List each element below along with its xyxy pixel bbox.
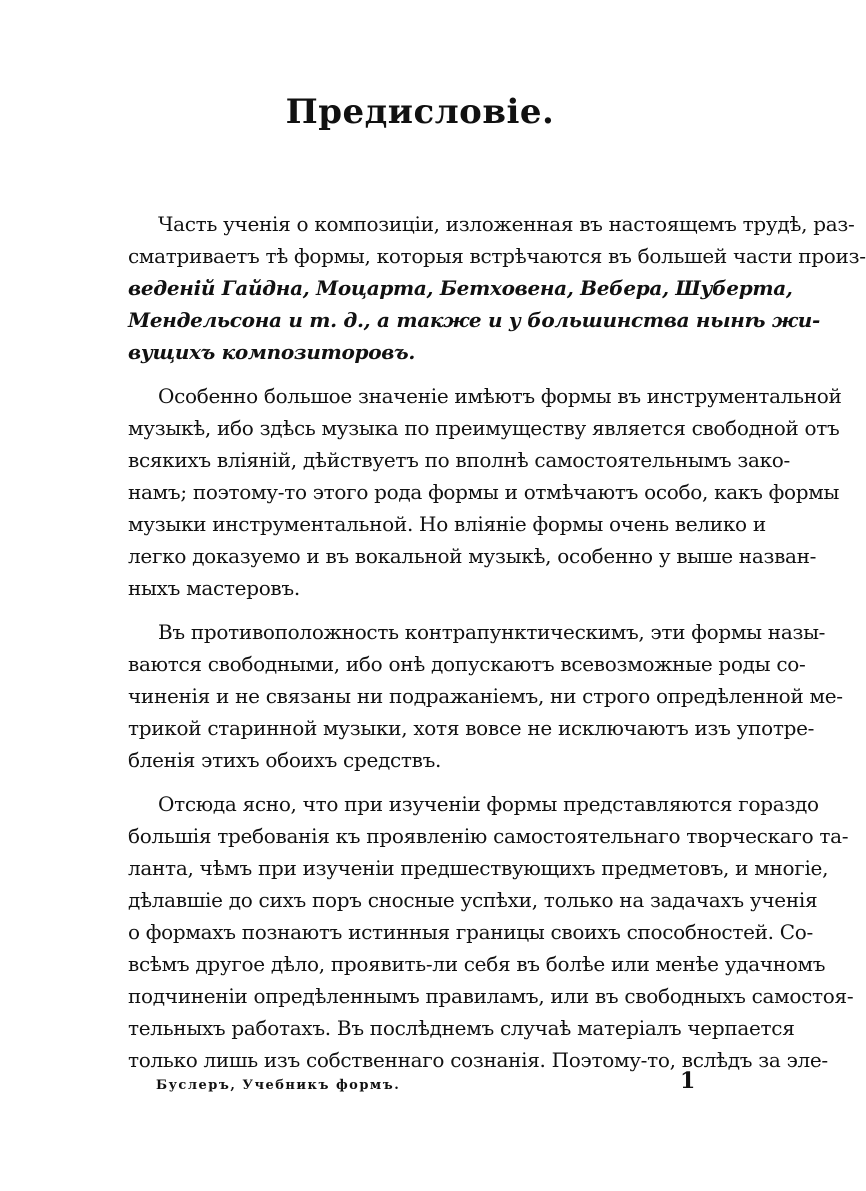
- text-line: только лишь изъ собственнаго сознанія. Поэтому-то, вслѣдъ за эле-: [128, 1048, 828, 1072]
- text-line: большія требованія къ проявленію самостоятельнаго творческаго та-: [128, 824, 849, 848]
- paragraph-1: [128, 208, 866, 368]
- text-line: Особенно большое значеніе имѣютъ формы въ инструментальной: [158, 384, 842, 408]
- text-line: бленія этихъ обоихъ средствъ.: [128, 748, 442, 772]
- text-line: дѣлавшіе до сихъ поръ сносные успѣхи, только на задачахъ ученія: [128, 888, 818, 912]
- text-line: ныхъ мастеровъ.: [128, 576, 300, 600]
- text-line: Отсюда ясно, что при изученіи формы представляются гораздо: [158, 792, 819, 816]
- text-body: [128, 208, 866, 1076]
- page-number: 1: [680, 1068, 696, 1094]
- text-line: всѣмъ другое дѣло, проявить-ли себя въ болѣе или менѣе удачномъ: [128, 952, 826, 976]
- text-line: Часть ученія о композиціи, изложенная въ настоящемъ трудѣ, раз-: [158, 212, 855, 236]
- text-line: ваются свободными, ибо онѣ допускаютъ всевозможные роды со-: [128, 652, 806, 676]
- text-line: веденій Гайдна, Моцарта, Бетховена, Вебера, Шуберта,: [128, 276, 793, 300]
- text-line: вущихъ композиторовъ.: [128, 340, 415, 364]
- text-line: тельныхъ работахъ. Въ послѣднемъ случаѣ матеріалъ черпается: [128, 1016, 795, 1040]
- text-line: Мендельсона и т. д., а также и у большинства нынѣ жи-: [128, 308, 820, 332]
- text-line: о формахъ познаютъ истинныя границы своихъ способностей. Со-: [128, 920, 813, 944]
- text-line: намъ; поэтому-то этого рода формы и отмѣчаютъ особо, какъ формы: [128, 480, 840, 504]
- text-line: подчиненіи опредѣленнымъ правиламъ, или въ свободныхъ самостоя-: [128, 984, 854, 1008]
- text-line: Въ противоположность контрапунктическимъ, эти формы назы-: [158, 620, 826, 644]
- text-line: ланта, чѣмъ при изученіи предшествующихъ предметовъ, и многіе,: [128, 856, 829, 880]
- text-line: всякихъ вліяній, дѣйствуетъ по вполнѣ самостоятельнымъ зако-: [128, 448, 790, 472]
- paragraph-4: [128, 788, 854, 1076]
- text-line: трикой старинной музыки, хотя вовсе не исключаютъ изъ употре-: [128, 716, 815, 740]
- page-title: Предисловіе.: [285, 92, 555, 132]
- paragraph-2: [128, 380, 842, 604]
- text-line: легко доказуемо и въ вокальной музыкѣ, особенно у выше назван-: [128, 544, 817, 568]
- text-line: сматриваетъ тѣ формы, которыя встрѣчаются въ большей части произ-: [128, 244, 866, 268]
- text-line: музыкѣ, ибо здѣсь музыка по преимуществу является свободной отъ: [128, 416, 840, 440]
- text-line: чиненія и не связаны ни подражаніемъ, ни строго опредѣленной ме-: [128, 684, 843, 708]
- paragraph-3: [128, 616, 843, 776]
- footer-signature: Буслеръ, Учебникъ формъ.: [156, 1078, 401, 1093]
- text-line: музыки инструментальной. Но вліяніе формы очень велико и: [128, 512, 766, 536]
